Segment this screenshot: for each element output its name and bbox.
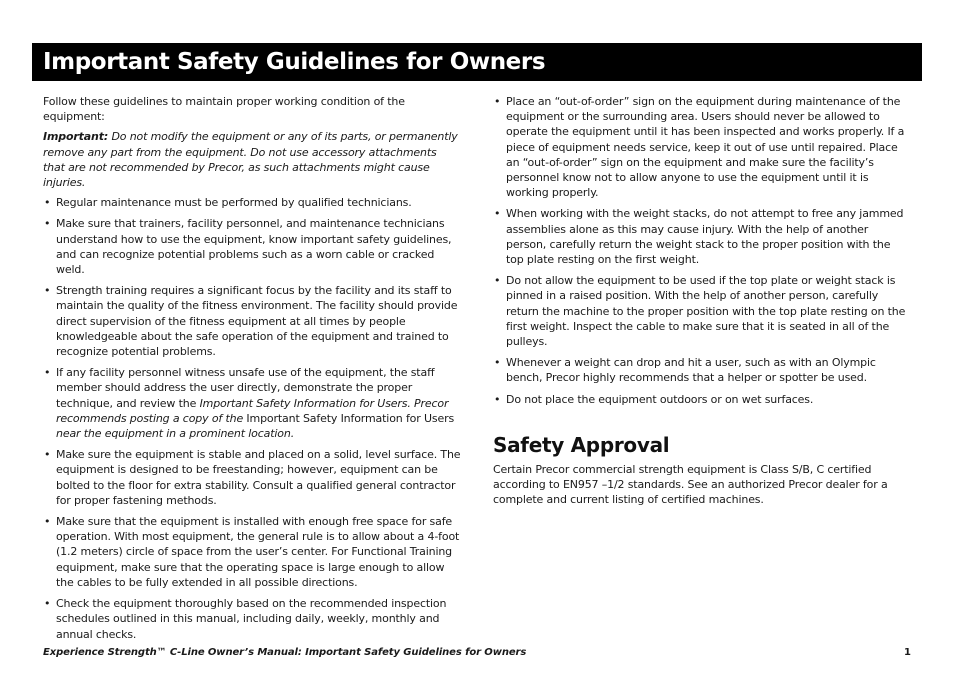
footer-text: Experience Strength™ C-Line Owner’s Manual: Important Safety Guidelines for Owners [43, 647, 527, 658]
list-item: • Make sure the equipment is stable and placed on a solid, level surface. The equipment is designed to be freestanding; however, equipment can be bolted to the floor for extra stability. Consult a qualified general contractor for proper fastening methods. [43, 447, 461, 508]
list-item: • Check the equipment thoroughly based on the recommended inspection schedules outlined in this manual, including daily, weekly, monthly and annual checks. [43, 596, 461, 642]
title-bar [32, 43, 922, 81]
safety-approval-heading: Safety Approval [493, 432, 670, 457]
intro-paragraph: Follow these guidelines to maintain proper working condition of the equipment: [43, 95, 405, 124]
witness-text-1: If any facility personnel witness unsafe use of the equipment, the staff member should address the user directly, demonstrate the proper technique, and review the [56, 366, 435, 410]
list-item: • Make sure that trainers, facility personnel, and maintenance technicians understand how to use the equipment, know important safety guidelines, and can recognize potential problems such as a worn cable or cracked weld. [43, 216, 461, 277]
list-item: • Do not place the equipment outdoors or on wet surfaces. [493, 392, 911, 407]
list-item: • Place an “out-of-order” sign on the equipment during maintenance of the equipment or the surrounding area. Users should never be allowed to operate the equipment until it has been inspected and works properly. If a piece of equipment needs service, keep it out of use until repaired. Place an “out-of-order” sign on the equipment and make sure the facility’s personnel know not to allow anyone to use the equipment until it is working properly. [493, 94, 911, 200]
important-label: Important: [43, 130, 109, 144]
page-title: Important Safety Guidelines for Owners [43, 49, 546, 75]
page-number: 1 [904, 647, 911, 658]
list-item: • Strength training requires a significant focus by the facility and its staff to maintain the quality of the fitness environment. The facility should provide direct supervision of the fitness equipment at all times by people knowledgeable about the safe operation of the equipment and trained to recognize potential problems. [43, 283, 461, 359]
right-bullet-list [493, 94, 911, 407]
list-item: • Do not allow the equipment to be used if the top plate or weight stack is pinned in a raised position. With the help of another person, carefully return the machine to the proper position with the top plate resting on the first weight. Inspect the cable to make sure that it is seated in all of the pulleys. [493, 273, 911, 349]
list-item: • When working with the weight stacks, do not attempt to free any jammed assemblies alone as this may cause injury. With the help of another person, carefully return the weight stack to the proper position with the top plate resting on the first weight. [493, 206, 911, 267]
list-item: • Make sure that the equipment is installed with enough free space for safe operation. With most equipment, the general rule is to allow about a 4-foot (1.2 meters) circle of space from the user’s center. For Functional Training equipment, make sure that the operating space is large enough to allow the cables to be fully extended in all possible directions. [43, 514, 461, 590]
list-item: • Regular maintenance must be performed by qualified technicians. [43, 195, 461, 210]
safety-approval-text: Certain Precor commercial strength equipment is Class S/B, C certified according to EN957 –1/2 standards. See an authorized Precor dealer for a complete and current listing of certified machines. [493, 462, 888, 507]
list-item: • Whenever a weight can drop and hit a user, such as with an Olympic bench, Precor highly recommends that a helper or spotter be used. [493, 355, 911, 385]
left-column [43, 94, 461, 648]
list-item [43, 365, 461, 441]
important-note [43, 129, 461, 190]
right-column [493, 94, 911, 512]
page-footer [43, 646, 911, 660]
witness-text-2: Important Safety Information for Users [246, 411, 455, 425]
important-text: Do not modify the equipment or any of its parts, or permanently remove any part from the equipment. Do not use accessory attachments that are not recommended by Precor, as such attachments might cause injuries. [43, 130, 458, 190]
witness-italic-2: near the equipment in a prominent location. [56, 427, 295, 441]
witness-italic-1: Important Safety Information for Users. Precor recommends posting a copy of the [56, 396, 449, 425]
left-bullet-list [43, 195, 461, 641]
